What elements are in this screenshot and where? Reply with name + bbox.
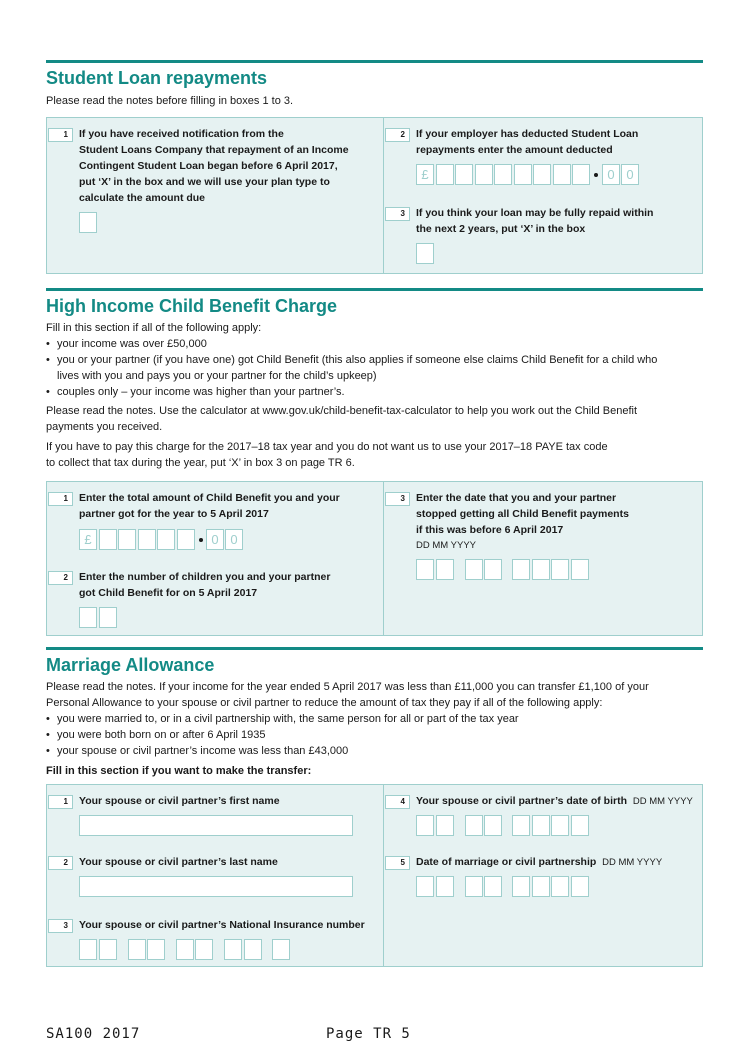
amount-digit-box[interactable] xyxy=(455,164,473,185)
amount-digit-box[interactable] xyxy=(572,164,590,185)
date-month-box[interactable] xyxy=(484,815,502,836)
notes-paragraph: Please read the notes. Use the calculator at www.gov.uk/child-benefit-tax-calculator to help you work out the Child Benefit payments you received. xyxy=(46,405,638,433)
date-month-box[interactable] xyxy=(484,559,502,580)
date-year-box[interactable] xyxy=(551,815,569,836)
children-digit-box[interactable] xyxy=(99,607,117,628)
question-text: Date of marriage or civil partnership DD MM YYYY xyxy=(416,856,663,868)
form-reference: SA100 2017 xyxy=(46,1026,141,1042)
amount-digit-box[interactable] xyxy=(553,164,571,185)
question-text: Enter the total amount of Child Benefit you and your partner got for the year to 5 April 2017 xyxy=(79,492,340,520)
date-format-hint: DD MM YYYY xyxy=(632,796,693,807)
pence-box[interactable]: 0 xyxy=(206,529,224,550)
box-number: 2 xyxy=(385,128,410,142)
pence-box[interactable]: 0 xyxy=(225,529,243,550)
date-year-box[interactable] xyxy=(512,559,530,580)
date-year-box[interactable] xyxy=(532,815,550,836)
question-text: Your spouse or civil partner’s National Insurance number xyxy=(79,919,365,931)
column-divider xyxy=(383,785,384,966)
date-day-box[interactable] xyxy=(436,876,454,897)
date-day-box[interactable] xyxy=(416,559,434,580)
nino-box[interactable] xyxy=(128,939,146,960)
pence-box[interactable]: 0 xyxy=(621,164,639,185)
student-loan-panel xyxy=(46,117,703,274)
fill-in-instruction: Fill in this section if you want to make the transfer: xyxy=(46,765,312,777)
amount-digit-box[interactable] xyxy=(514,164,532,185)
pence-box[interactable]: 0 xyxy=(602,164,620,185)
date-day-box[interactable] xyxy=(416,876,434,897)
currency-box[interactable]: £ xyxy=(416,164,434,185)
date-year-box[interactable] xyxy=(551,559,569,580)
checkbox-input[interactable] xyxy=(79,212,97,233)
box-number: 2 xyxy=(48,856,73,870)
date-format-hint: DD MM YYYY xyxy=(416,540,477,551)
question-text: Enter the number of children you and your partner got Child Benefit for on 5 April 2017 xyxy=(79,571,331,599)
date-year-box[interactable] xyxy=(571,876,589,897)
box-number: 1 xyxy=(48,128,73,142)
date-year-box[interactable] xyxy=(512,876,530,897)
decimal-point xyxy=(199,538,203,542)
nino-box[interactable] xyxy=(79,939,97,960)
nino-box[interactable] xyxy=(244,939,262,960)
section-title-hicbc: High Income Child Benefit Charge xyxy=(46,296,338,316)
paye-paragraph: If you have to pay this charge for the 2017–18 tax year and you do not want us to use your 2017–18 PAYE tax code to collect that tax during the year, put ‘X’ in box 3 on page TR 6. xyxy=(46,441,608,469)
nino-box[interactable] xyxy=(224,939,242,960)
date-month-box[interactable] xyxy=(465,876,483,897)
section-title-student-loan: Student Loan repayments xyxy=(46,68,268,88)
question-text: Your spouse or civil partner’s first name xyxy=(79,795,280,807)
amount-digit-box[interactable] xyxy=(138,529,156,550)
question-text: Enter the date that you and your partner stopped getting all Child Benefit payments if this was before 6 April 2017 xyxy=(416,492,629,536)
date-day-box[interactable] xyxy=(416,815,434,836)
amount-digit-box[interactable] xyxy=(157,529,175,550)
decimal-point xyxy=(594,173,598,177)
box-number: 4 xyxy=(385,795,410,809)
section-rule xyxy=(46,647,703,650)
box-number: 2 xyxy=(48,571,73,585)
nino-box[interactable] xyxy=(195,939,213,960)
marriage-panel xyxy=(46,784,703,967)
amount-digit-box[interactable] xyxy=(118,529,136,550)
last-name-field[interactable] xyxy=(79,876,353,897)
date-year-box[interactable] xyxy=(532,876,550,897)
box-number: 3 xyxy=(385,207,410,221)
list-item-continuation: lives with you and pays you or your partner for the child’s upkeep) xyxy=(57,370,377,382)
hicbc-panel xyxy=(46,481,703,636)
date-year-box[interactable] xyxy=(512,815,530,836)
question-text: Your spouse or civil partner’s last name xyxy=(79,856,278,868)
page-number: Page TR 5 xyxy=(326,1026,411,1042)
date-year-box[interactable] xyxy=(571,559,589,580)
date-month-box[interactable] xyxy=(465,559,483,580)
first-name-field[interactable] xyxy=(79,815,353,836)
nino-box[interactable] xyxy=(99,939,117,960)
section-intro: Fill in this section if all of the following apply: xyxy=(46,322,262,334)
section-rule xyxy=(46,288,703,291)
date-year-box[interactable] xyxy=(571,815,589,836)
section-title-marriage: Marriage Allowance xyxy=(46,655,215,675)
amount-digit-box[interactable] xyxy=(436,164,454,185)
section-intro: Please read the notes before filling in boxes 1 to 3. xyxy=(46,95,294,107)
section-rule xyxy=(46,60,703,63)
column-divider xyxy=(383,118,384,273)
date-month-box[interactable] xyxy=(484,876,502,897)
children-digit-box[interactable] xyxy=(79,607,97,628)
amount-digit-box[interactable] xyxy=(177,529,195,550)
date-format-hint: DD MM YYYY xyxy=(602,857,663,868)
box-number: 1 xyxy=(48,795,73,809)
amount-digit-box[interactable] xyxy=(99,529,117,550)
amount-digit-box[interactable] xyxy=(533,164,551,185)
question-text: If your employer has deducted Student Loan repayments enter the amount deducted xyxy=(416,128,639,156)
box-number: 1 xyxy=(48,492,73,506)
date-month-box[interactable] xyxy=(465,815,483,836)
box-number: 3 xyxy=(48,919,73,933)
date-year-box[interactable] xyxy=(532,559,550,580)
box-number: 5 xyxy=(385,856,410,870)
checkbox-input[interactable] xyxy=(416,243,434,264)
nino-box[interactable] xyxy=(176,939,194,960)
date-day-box[interactable] xyxy=(436,815,454,836)
question-text: If you have received notification from the Student Loans Company that repayment of an Income Contingent Student Loan began before 6 April 2017, put ‘X’ in the box and we will use your plan type to calculate the amount due xyxy=(79,128,349,204)
notes-paragraph: Please read the notes. If your income for the year ended 5 April 2017 was less than £11,000 you can transfer £1,100 of your Personal Allowance to your spouse or civil partner to reduce the amount of tax they pay if all of the following apply: xyxy=(46,681,649,709)
amount-digit-box[interactable] xyxy=(494,164,512,185)
column-divider xyxy=(383,482,384,635)
currency-box[interactable]: £ xyxy=(79,529,97,550)
nino-box[interactable] xyxy=(147,939,165,960)
nino-box[interactable] xyxy=(272,939,290,960)
amount-digit-box[interactable] xyxy=(475,164,493,185)
date-year-box[interactable] xyxy=(551,876,569,897)
question-text: If you think your loan may be fully repaid within the next 2 years, put ‘X’ in the box xyxy=(416,207,654,235)
date-day-box[interactable] xyxy=(436,559,454,580)
box-number: 3 xyxy=(385,492,410,506)
question-text: Your spouse or civil partner’s date of birth DD MM YYYY xyxy=(416,795,693,807)
